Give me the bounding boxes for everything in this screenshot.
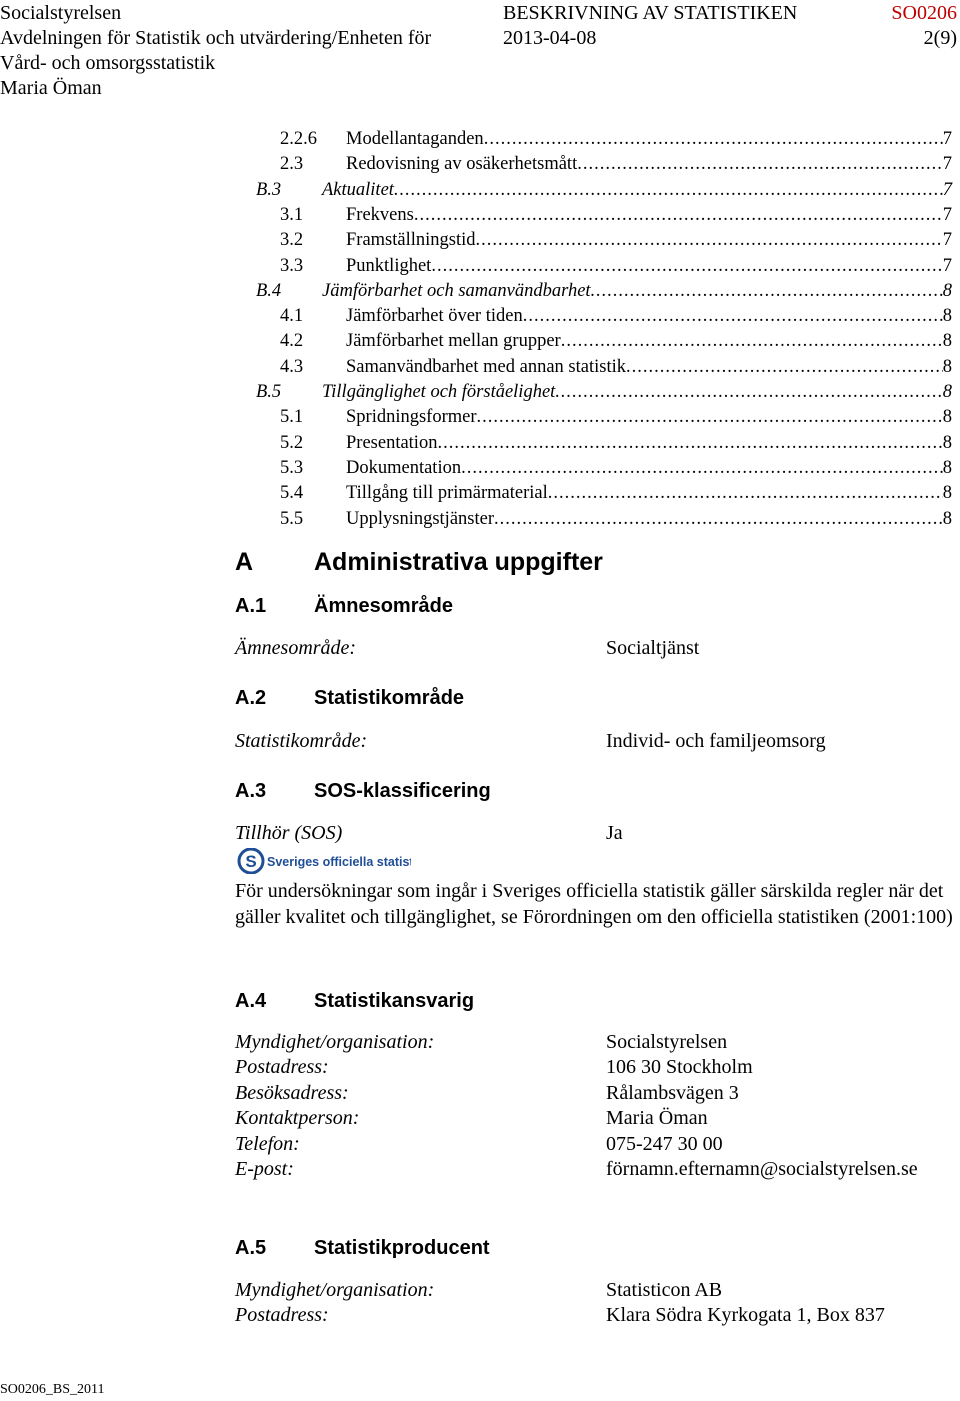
header-org: Socialstyrelsen (0, 2, 122, 24)
header-author: Maria Öman (0, 77, 102, 99)
toc-entry-number: 3.1 (280, 204, 304, 225)
a1-label: Ämnesområde: (235, 637, 357, 659)
toc-entry-leader (591, 279, 943, 304)
toc-entry-page: 7 (942, 230, 952, 251)
toc-entry[interactable] (250, 329, 952, 354)
toc-entry-number: B.5 (256, 382, 282, 402)
toc-entry-leader (477, 405, 943, 430)
toc-entry-leader (394, 178, 943, 203)
toc-entry-page: 7 (942, 255, 952, 276)
toc-entry-leader (555, 380, 942, 405)
a4-number: A.4 (235, 990, 267, 1012)
a3-number: A.3 (235, 780, 267, 802)
toc-entry-page: 7 (942, 154, 952, 175)
toc-entry-leader (523, 304, 943, 329)
toc-entry-number: 4.3 (280, 356, 304, 377)
info-value: Maria Öman (606, 1107, 708, 1130)
toc-entry-title: Spridningsformer (346, 407, 477, 428)
toc-entry-leader (476, 228, 943, 253)
toc-entry-page: 8 (942, 407, 952, 428)
toc-entry-leader (437, 431, 942, 456)
toc-entry[interactable] (250, 355, 952, 380)
toc-entry-title: Upplysningstjänster (346, 508, 494, 529)
toc-entry-page: 8 (942, 508, 952, 529)
toc-entry-title: Modellantaganden (346, 129, 484, 149)
toc-entry[interactable] (250, 178, 952, 203)
toc-entry-number: 3.3 (280, 255, 304, 276)
toc-entry-leader (577, 152, 943, 177)
toc-entry-number: 5.1 (280, 407, 304, 428)
toc-entry-title: Tillgänglighet och förståelighet (322, 382, 556, 402)
info-value: 106 30 Stockholm (606, 1056, 753, 1079)
info-label: Besöksadress: (235, 1081, 349, 1104)
toc-entry-page: 7 (942, 179, 952, 200)
a1-number: A.1 (235, 595, 267, 617)
toc-entry[interactable] (250, 456, 952, 481)
header-date: 2013-04-08 (503, 27, 597, 49)
header-doc-type: BESKRIVNING AV STATISTIKEN (503, 2, 798, 24)
toc-entry-title: Frekvens (346, 204, 414, 225)
sos-logo-text: Sveriges officiella statistik (267, 855, 411, 869)
header-department: Avdelningen för Statistik och utvärdering/Enheten för (0, 27, 432, 49)
toc-entry-title: Jämförbarhet över tiden (346, 306, 523, 327)
a1-title: Ämnesområde (314, 595, 453, 617)
info-label: Kontaktperson: (235, 1107, 360, 1130)
toc-entry-leader (484, 127, 943, 152)
info-value: Rålambsvägen 3 (606, 1081, 739, 1104)
toc-entry-title: Tillgång till primärmaterial (346, 483, 548, 504)
info-value: 075-247 30 00 (606, 1132, 723, 1155)
toc-entry-page: 8 (942, 331, 952, 352)
toc-entry-title: Framställningstid (346, 230, 476, 251)
toc-entry-title: Jämförbarhet och samanvändbarhet (322, 280, 591, 301)
toc-entry-title: Redovisning av osäkerhetsmått (346, 154, 578, 175)
info-value: förnamn.efternamn@socialstyrelsen.se (606, 1158, 918, 1180)
section-a-number: A (235, 548, 254, 576)
toc-entry-number: 5.2 (280, 432, 304, 453)
section-a-title: Administrativa uppgifter (314, 548, 603, 576)
header-doc-code: SO0206 (891, 2, 957, 24)
header-page-number: 2(9) (923, 27, 957, 49)
toc-entry-page: 8 (942, 432, 952, 453)
footer-code: SO0206_BS_2011 (0, 1382, 105, 1397)
toc-entry-title: Jämförbarhet mellan grupper (346, 331, 561, 352)
a5-number: A.5 (235, 1237, 267, 1259)
toc-entry[interactable] (250, 304, 952, 329)
info-label: Telefon: (235, 1132, 300, 1155)
info-label: Myndighet/organisation: (235, 1279, 435, 1301)
toc-entry-leader (414, 203, 943, 228)
toc-entry-page: 8 (942, 280, 952, 301)
info-label: Postadress: (235, 1304, 329, 1327)
sos-logo-icon (236, 848, 411, 874)
toc-entry-title: Punktlighet (346, 255, 432, 276)
toc-entry-title: Presentation (346, 432, 438, 453)
info-value: Klara Södra Kyrkogata 1, Box 837 (606, 1304, 885, 1327)
toc-entry-page: 8 (942, 483, 952, 504)
header-unit: Vård- och omsorgsstatistik (0, 52, 216, 74)
svg-text:S: S (245, 852, 257, 871)
sos-logo (236, 848, 411, 874)
info-value: Socialstyrelsen (606, 1031, 728, 1053)
toc-entry[interactable] (250, 152, 952, 177)
toc-entry[interactable] (250, 431, 952, 456)
toc-entry-page: 8 (942, 306, 952, 327)
toc-entry-number: 4.2 (280, 331, 304, 352)
a3-value: Ja (606, 822, 623, 844)
toc-entry-title: Samanvändbarhet med annan statistik (346, 356, 626, 377)
a3-paragraph: För undersökningar som ingår i Sveriges officiella statistik gäller särskilda regler när det gäller kvalitet och tillgänglighet, se Förordningen om den officiella statistiken (2001:100) (235, 880, 953, 928)
toc-entry[interactable] (250, 127, 952, 152)
toc-entry-page: 8 (942, 356, 952, 377)
toc-entry[interactable] (250, 203, 952, 228)
toc-entry-number: 2.2.6 (280, 129, 317, 149)
toc-entry-number: 5.4 (280, 483, 304, 504)
a4-title: Statistikansvarig (314, 990, 475, 1012)
toc-entry-page: 8 (942, 457, 952, 478)
toc-entry[interactable] (250, 279, 952, 304)
toc-entry-number: 4.1 (280, 306, 304, 327)
toc-entry-leader (494, 507, 943, 532)
toc-entry[interactable] (250, 254, 952, 279)
toc-entry-leader (561, 329, 943, 354)
info-label: Myndighet/organisation: (235, 1031, 435, 1053)
a2-title: Statistikområde (314, 687, 465, 709)
a2-label: Statistikområde: (235, 730, 368, 752)
toc-entry-title: Dokumentation (346, 457, 462, 478)
a5-title: Statistikproducent (314, 1237, 490, 1259)
toc-entry-leader (461, 456, 943, 481)
info-label: Postadress: (235, 1056, 329, 1079)
toc-entry-number: 3.2 (280, 230, 304, 251)
toc-entry-number: 5.5 (280, 508, 304, 529)
a2-value: Individ- och familjeomsorg (606, 730, 826, 752)
info-value: Statisticon AB (606, 1279, 723, 1301)
toc-entry-title: Aktualitet (322, 179, 394, 200)
toc-entry-page: 7 (942, 129, 952, 149)
toc-entry-number: 5.3 (280, 457, 304, 478)
toc-entry[interactable] (250, 380, 952, 405)
toc-entry-number: B.4 (256, 280, 282, 301)
toc-entry[interactable] (250, 405, 952, 430)
toc-entry-leader (626, 355, 943, 380)
info-label: E-post: (235, 1158, 294, 1180)
toc-entry[interactable] (250, 507, 952, 532)
toc-entry[interactable] (250, 481, 952, 506)
toc-entry[interactable] (250, 228, 952, 253)
toc-entry-number: B.3 (256, 179, 282, 200)
toc-entry-leader (548, 481, 943, 506)
toc-entry-page: 7 (942, 204, 952, 225)
toc-entry-number: 2.3 (280, 154, 304, 175)
a1-value: Socialtjänst (606, 637, 700, 659)
toc-entry-leader (431, 254, 942, 279)
a2-number: A.2 (235, 687, 267, 709)
a3-label: Tillhör (SOS) (235, 822, 343, 844)
a3-title: SOS-klassificering (314, 780, 491, 802)
toc-entry-page: 8 (942, 382, 952, 402)
